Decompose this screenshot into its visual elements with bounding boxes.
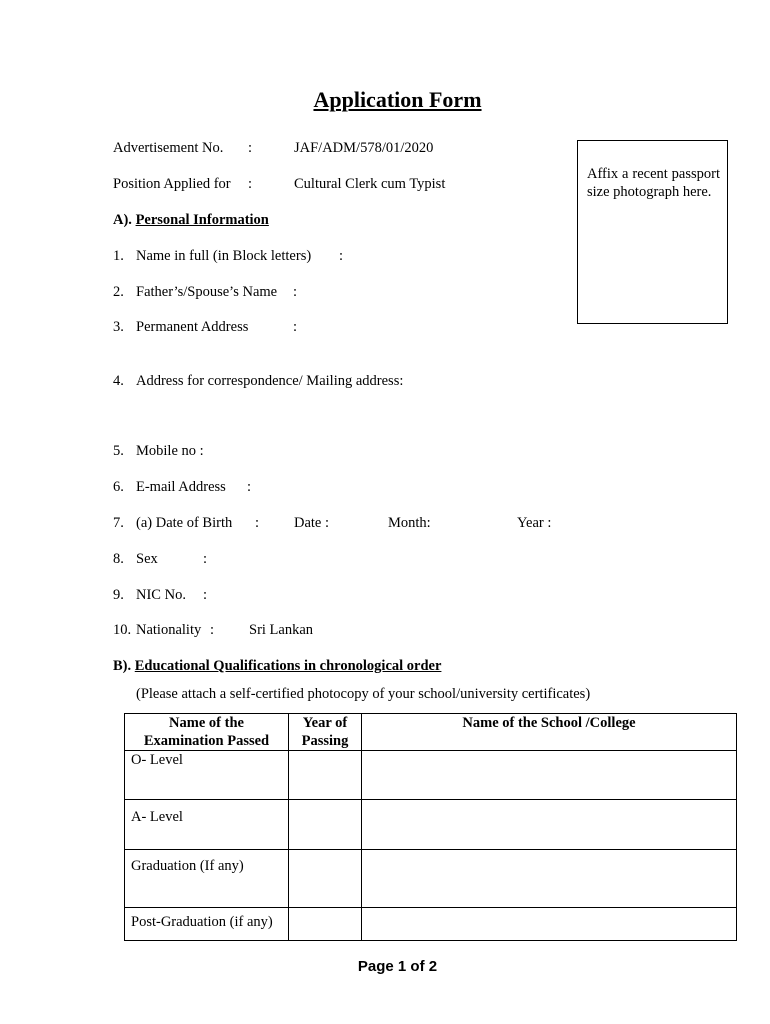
school-cell[interactable] (362, 751, 737, 800)
field-sex-label: Sex (136, 551, 158, 567)
field-mobile-number: 5. (113, 443, 124, 459)
header-examination (125, 714, 289, 751)
field-parent-colon: : (293, 284, 298, 300)
field-address-label: Permanent Address (136, 319, 249, 335)
field-name-label: Name in full (in Block letters) (136, 248, 312, 264)
year-cell[interactable] (289, 751, 362, 800)
field-dob-colon: : (255, 515, 260, 531)
exam-name: Post-Graduation (if any) (131, 914, 273, 930)
section-b-note: (Please attach a self-certified photocopy of your school/university certificates) (136, 686, 591, 702)
field-nic-label: NIC No. (136, 587, 186, 603)
section-b-heading (113, 657, 441, 675)
form-title: Application Form (313, 87, 482, 112)
field-dob-year: Year : (517, 515, 552, 531)
field-nic-number: 9. (113, 587, 124, 603)
section-a-heading (113, 211, 269, 229)
header-examination-line2: Examination Passed (143, 733, 270, 749)
position-colon: : (248, 176, 253, 192)
field-sex-number: 8. (113, 551, 124, 567)
school-cell[interactable] (362, 908, 737, 941)
section-a-prefix: A). (113, 212, 132, 228)
exam-cell (125, 908, 289, 941)
education-table (124, 713, 737, 941)
school-cell[interactable] (362, 850, 737, 908)
field-parent-number: 2. (113, 284, 124, 300)
header-examination-line1: Name of the (169, 715, 244, 731)
field-nationality-value: Sri Lankan (249, 622, 314, 638)
position-value: Cultural Clerk cum Typist (294, 176, 446, 192)
field-nic-colon: : (203, 587, 208, 603)
field-email-label: E-mail Address (136, 479, 226, 495)
photo-box (577, 140, 728, 324)
table-header-row (125, 714, 737, 751)
field-nationality-label: Nationality (136, 622, 202, 638)
table-row (125, 850, 737, 908)
advertisement-value: JAF/ADM/578/01/2020 (294, 140, 434, 156)
header-year-line1: Year of (302, 715, 348, 731)
header-year (289, 714, 362, 751)
exam-name: Graduation (If any) (131, 858, 244, 874)
field-sex-colon: : (203, 551, 208, 567)
exam-cell (125, 850, 289, 908)
advertisement-label: Advertisement No. (113, 140, 224, 156)
year-cell[interactable] (289, 850, 362, 908)
photo-instruction: Affix a recent passport size photograph here. (587, 166, 720, 200)
header-school (362, 714, 737, 751)
table-row (125, 800, 737, 850)
advertisement-colon: : (248, 140, 253, 156)
year-cell[interactable] (289, 908, 362, 941)
field-address-colon: : (293, 319, 298, 335)
field-address-number: 3. (113, 319, 124, 335)
field-mailing-number: 4. (113, 373, 124, 389)
field-email-number: 6. (113, 479, 124, 495)
exam-name: O- Level (131, 752, 183, 768)
field-dob-label: (a) Date of Birth (136, 515, 233, 531)
field-nationality-number: 10. (113, 622, 132, 638)
field-dob-month: Month: (388, 515, 431, 531)
field-name-number: 1. (113, 248, 124, 264)
exam-cell (125, 800, 289, 850)
field-mailing-label: Address for correspondence/ Mailing address: (136, 373, 404, 389)
year-cell[interactable] (289, 800, 362, 850)
header-year-line2: Passing (301, 733, 349, 749)
section-b-title: Educational Qualifications in chronological order (134, 658, 442, 674)
position-label: Position Applied for (113, 176, 231, 192)
exam-name: A- Level (131, 809, 183, 825)
field-mobile-label: Mobile no : (136, 443, 204, 459)
header-school-label: Name of the School /College (462, 715, 636, 731)
table-row (125, 751, 737, 800)
field-name-colon: : (339, 248, 344, 264)
field-dob-number: 7. (113, 515, 124, 531)
school-cell[interactable] (362, 800, 737, 850)
exam-cell (125, 751, 289, 800)
field-dob-date: Date : (294, 515, 330, 531)
field-email-colon: : (247, 479, 252, 495)
field-nationality-colon: : (210, 622, 215, 638)
section-b-prefix: B). (113, 658, 132, 674)
section-a-title: Personal Information (135, 212, 269, 228)
page-number: Page 1 of 2 (357, 958, 438, 975)
field-parent-label: Father’s/Spouse’s Name (136, 284, 278, 300)
table-row (125, 908, 737, 941)
